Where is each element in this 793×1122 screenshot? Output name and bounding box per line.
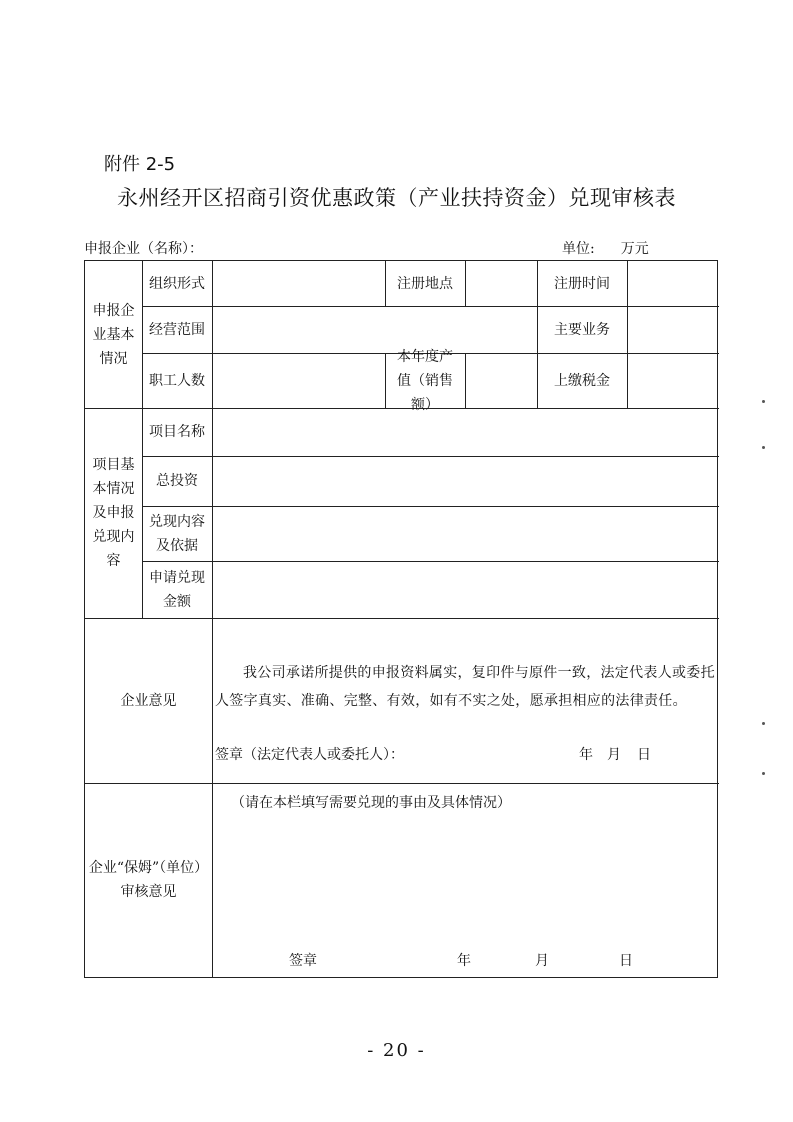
- opinion-statement: 我公司承诺所提供的申报资料属实，复印件与原件一致，法定代表人或委托人签字真实、准确、完整、有效，如有不实之处，愿承担相应的法律责任。: [215, 665, 715, 709]
- company-name-label: 申报企业（名称）：: [84, 241, 203, 257]
- scan-mark: [762, 400, 765, 403]
- review-day: 日: [619, 953, 633, 969]
- scan-mark: [762, 722, 765, 725]
- section-review-label: 企业“保姆”（单位）审核意见: [88, 860, 209, 900]
- tax-paid-label: 上缴税金: [554, 372, 610, 389]
- reg-time-field[interactable]: [627, 261, 719, 306]
- main-business-field[interactable]: [627, 306, 719, 353]
- review-sign-label: 签章: [289, 953, 317, 969]
- total-investment-label: 总投资: [156, 473, 198, 489]
- section-project-label: 项目基本情况及申报兑现内容: [92, 457, 135, 569]
- scan-mark: [762, 446, 765, 449]
- unit-value: 万元: [620, 241, 649, 257]
- reg-place-field[interactable]: [465, 261, 537, 306]
- unit-label: 单位:: [562, 241, 595, 257]
- section-basic-label: 申报企业基本情况: [92, 302, 135, 367]
- reg-place-label: 注册地点: [397, 275, 453, 292]
- reg-time-label: 注册时间: [554, 275, 610, 292]
- total-investment-field[interactable]: [212, 456, 719, 506]
- scan-mark: [762, 772, 765, 775]
- attachment-label: 附件 2-5: [104, 154, 176, 175]
- review-month: 月: [535, 953, 549, 969]
- content-basis-field[interactable]: [212, 506, 719, 561]
- apply-amount-label: 申请兑现金额: [149, 569, 205, 610]
- apply-amount-field[interactable]: [212, 561, 719, 618]
- org-form-field[interactable]: [212, 261, 385, 306]
- opinion-day: 日: [637, 747, 651, 763]
- unit-label-group: [562, 238, 649, 258]
- section-opinion-label: 企业意见: [120, 692, 177, 709]
- opinion-sign-label: 签章（法定代表人或委托人）：: [215, 747, 404, 763]
- scope-label: 经营范围: [149, 321, 205, 338]
- page-number: - 20 -: [367, 1040, 426, 1061]
- main-business-label: 主要业务: [554, 321, 610, 338]
- form-title: 永州经开区招商引资优惠政策（产业扶持资金）兑现审核表: [117, 186, 676, 210]
- review-form-table: [84, 260, 718, 978]
- content-basis-label: 兑现内容及依据: [149, 513, 205, 554]
- opinion-month: 月: [607, 747, 621, 763]
- output-value-label: 本年度产值（销售额）: [397, 348, 453, 413]
- employees-label: 职工人数: [149, 372, 205, 389]
- project-name-label: 项目名称: [149, 424, 205, 440]
- review-hint: （请在本栏填写需要兑现的事由及具体情况）: [231, 795, 511, 811]
- opinion-year: 年: [579, 747, 593, 763]
- org-form-label: 组织形式: [149, 275, 205, 292]
- output-value-field[interactable]: [465, 353, 537, 408]
- project-name-field[interactable]: [212, 408, 719, 456]
- review-year: 年: [457, 953, 471, 969]
- scope-field[interactable]: [212, 306, 537, 353]
- tax-paid-field[interactable]: [627, 353, 719, 408]
- employees-field[interactable]: [212, 353, 385, 408]
